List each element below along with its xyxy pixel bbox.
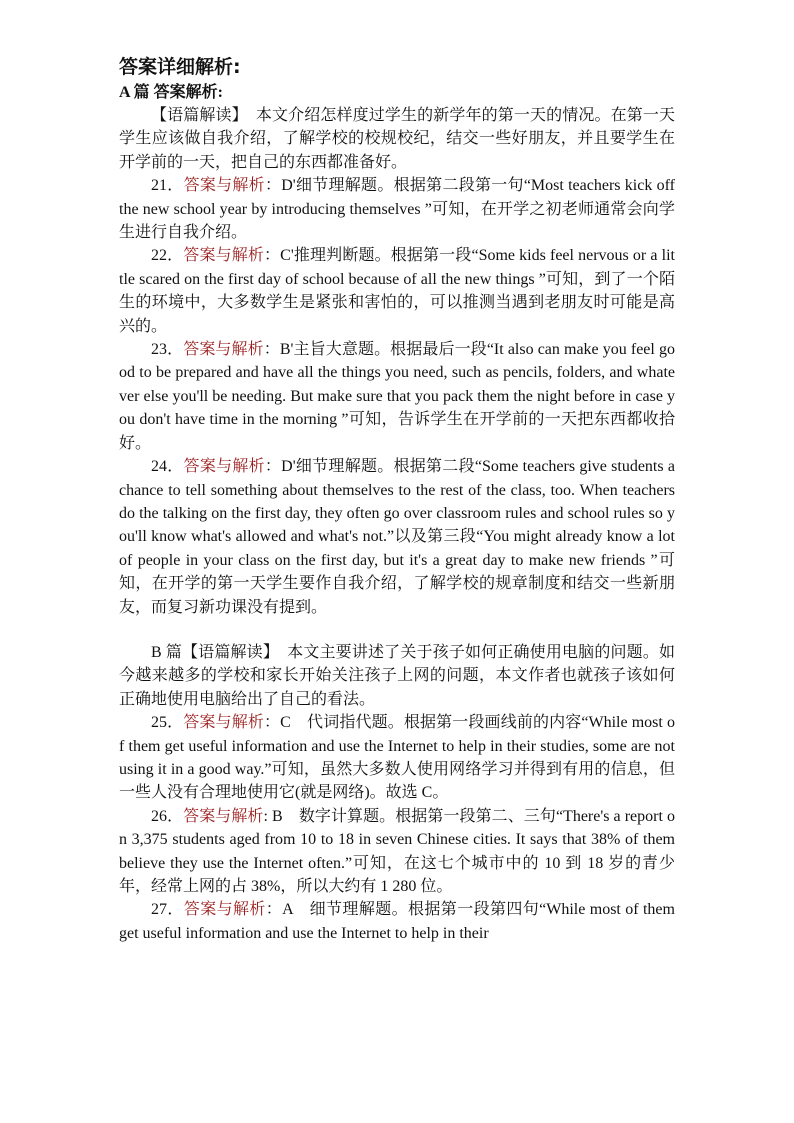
question-number: 23． <box>151 341 184 359</box>
question-number: 26． <box>151 807 184 825</box>
answer-label: 答案与解析 <box>183 177 265 195</box>
answer-body: ：C 代词指代题。根据第一段画线前的内容“While most of them get useful information and use the Internet to help in their studies, some are not using it in a good way.”可知，虽然大多数人使用网络学习并得到有用的信息，但一些人没有合理地使用它(就是网络)。故选 C。 <box>119 714 675 802</box>
answer-label: 答案与解析 <box>183 714 264 732</box>
answer-label: 答案与解析 <box>183 341 264 359</box>
answer-body: ：D'细节理解题。根据第二段“Some teachers give students a chance to tell something about themselves to the rest of the class, too. When teachers do the talking on the first day, they often go over classroom rules and school rules so you'll know what's allowed and what's not.”以及第三段“You might already know a lot of people in your class on the first day, but it's a great day to make new friends ”可知，在开学的第一天学生要作自我介绍，了解学校的规章制度和结交一些新朋友，而复习新功课没有提到。 <box>119 458 691 616</box>
question-number: 27． <box>151 901 184 919</box>
section-spacer <box>119 619 675 641</box>
answer-document <box>119 54 691 945</box>
answer-item-21 <box>119 174 675 244</box>
answer-body: ：C'推理判断题。根据第一段“Some kids feel nervous or a little scared on the first day of school because of all the new things ”可知，到了一个陌生的环境中，大多数学生是紧张和害怕的，可以推测当遇到老朋友时可能是高兴的。 <box>119 247 675 335</box>
answer-item-26 <box>119 805 675 899</box>
section-a-heading: A 篇 答案解析: <box>119 84 224 101</box>
answer-body: : B 数字计算题。根据第一段第二、三句“There's a report on 3,375 students aged from 10 to 18 in seven Chinese cities. It says that 38% of them believe they use the Internet often.”可知，在这七个城市中的 10 到 18 岁的青少年，经常上网的占 38%，所以大约有 1 280 位。 <box>119 807 675 895</box>
page-title: 答案详细解析: <box>119 56 241 78</box>
question-number: 21． <box>151 177 184 195</box>
answer-item-25 <box>119 711 675 805</box>
answer-body: ：D'细节理解题。根据第二段第一句“Most teachers kick off the new school year by introducing themselves ”可知，在开学之初老师通常会向学生进行自我介绍。 <box>119 177 675 242</box>
answer-label: 答案与解析 <box>183 458 265 476</box>
answer-item-27 <box>119 898 675 945</box>
question-number: 24． <box>151 458 184 476</box>
section-b-intro: B 篇【语篇解读】 本文主要讲述了关于孩子如何正确使用电脑的问题。如今越来越多的学校和家长开始关注孩子上网的问题，本文作者也就孩子该如何正确地使用电脑给出了自己的看法。 <box>119 643 675 708</box>
answer-body: ：A 细节理解题。根据第一段第四句“While most of them get useful information and use the Internet to help in their <box>119 901 675 942</box>
section-a-intro: 【语篇解读】 本文介绍怎样度过学生的新学年的第一天的情况。在第一天学生应该做自我介绍，了解学校的校规校纪，结交一些好朋友，并且要学生在开学前的一天，把自己的东西都准备好。 <box>119 107 675 171</box>
question-number: 25． <box>151 714 184 732</box>
question-number: 22． <box>151 247 184 265</box>
answer-item-24 <box>119 455 691 619</box>
answer-item-22 <box>119 244 675 338</box>
answer-item-23 <box>119 338 675 455</box>
answer-label: 答案与解析 <box>183 247 265 265</box>
answer-label: 答案与解析 <box>183 807 264 825</box>
answer-label: 答案与解析 <box>183 901 266 919</box>
answer-body: ：B'主旨大意题。根据最后一段“It also can make you feel good to be prepared and have all the things you need, such as pencils, folders, and whatever else you'll be needing. But make sure that you pack them the night before in case you don't have time in the morning ”可知，告诉学生在开学前的一天把东西都收拾好。 <box>119 341 675 452</box>
